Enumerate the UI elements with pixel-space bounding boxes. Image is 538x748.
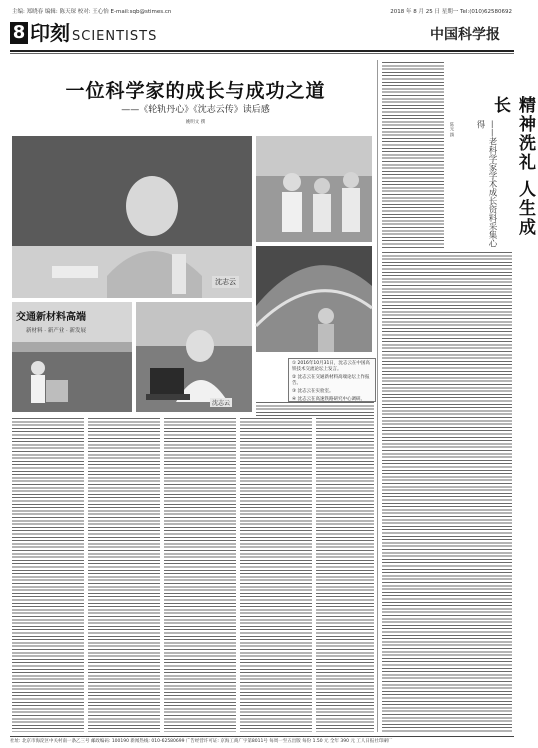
header-rule bbox=[10, 50, 514, 52]
article-subtitle: ——《轮轨丹心》《沈志云传》读后感 bbox=[121, 105, 270, 115]
main-body-column-3 bbox=[164, 418, 236, 732]
portrait-illustration bbox=[12, 136, 252, 298]
photo-nameplate: 沈志云 bbox=[212, 276, 239, 288]
main-body-column-2 bbox=[88, 418, 160, 732]
caption-side-text bbox=[256, 402, 374, 416]
side-article-subtitle: ——老科学家学术成长资料采集心得 bbox=[475, 120, 497, 248]
date-info: 2018 年 8 月 25 日 星期一 Tel:(010)62580692 bbox=[390, 9, 512, 15]
main-body-column-1 bbox=[12, 418, 84, 732]
laptop-illustration bbox=[136, 302, 252, 412]
laptop-nameplate: 沈志云 bbox=[212, 400, 231, 407]
article-author: 姚明文 撰 bbox=[185, 120, 206, 125]
photo-speaker-portrait bbox=[12, 136, 252, 298]
photo-forum-stage bbox=[12, 302, 132, 412]
article-title: 一位科学家的成长与成功之道 bbox=[65, 80, 326, 102]
caption-line-3: ③ 沈志云在实验室。 bbox=[292, 389, 334, 394]
page-number: 8 bbox=[10, 22, 28, 44]
side-body-top-column bbox=[382, 62, 444, 248]
section-name: 印刻 bbox=[30, 21, 70, 45]
side-article-divider bbox=[377, 60, 378, 732]
caption-line-2: ② 沈志云在交通新材料高端论坛上作报告。 bbox=[292, 375, 370, 386]
main-body-column-4 bbox=[240, 418, 312, 732]
group-illustration bbox=[256, 136, 372, 242]
editor-info: 主编: 郑晓春 编辑: 陈天琛 校对: 王心怡 E-mail:sqb@stimes.cn bbox=[12, 9, 172, 15]
side-body-column-a bbox=[382, 252, 512, 732]
architecture-illustration bbox=[256, 246, 372, 352]
side-article-title-block bbox=[470, 96, 535, 248]
newspaper-masthead: 中国科学报 bbox=[430, 27, 500, 43]
photo-group-visit bbox=[256, 136, 372, 242]
page-footer: 社址: 北京市海淀区中关村南一条乙三号 邮政编码: 100190 新闻热线: 010-62580699 广告经营许可证: 京海工商广字第8011号 每周一至五出版 每份 1.50 元 全年 390 元 工人日报社印刷厂 bbox=[10, 736, 514, 745]
side-article-author: 陈光 撰 bbox=[449, 122, 454, 137]
caption-line-4: ④ 沈志云在高速铁路研究中心调研。 bbox=[292, 397, 365, 402]
photo-architecture bbox=[256, 246, 372, 352]
caption-line-1: ① 2016年10月31日，沈志云在中国高铁技术交流论坛上发言。 bbox=[292, 361, 370, 372]
photo-laptop bbox=[136, 302, 252, 412]
banner-subtext: 新材料 · 新产业 · 新发展 bbox=[26, 328, 86, 334]
header-rule-thin bbox=[10, 53, 514, 54]
side-article-title: 精神洗礼 人生成长 bbox=[490, 96, 535, 237]
photo-caption-box bbox=[288, 358, 376, 402]
section-name-english: SCIENTISTS bbox=[72, 29, 158, 44]
banner-text: 交通新材料高端 bbox=[16, 312, 86, 323]
top-info-bar bbox=[12, 6, 512, 16]
main-body-column-5 bbox=[316, 418, 374, 732]
